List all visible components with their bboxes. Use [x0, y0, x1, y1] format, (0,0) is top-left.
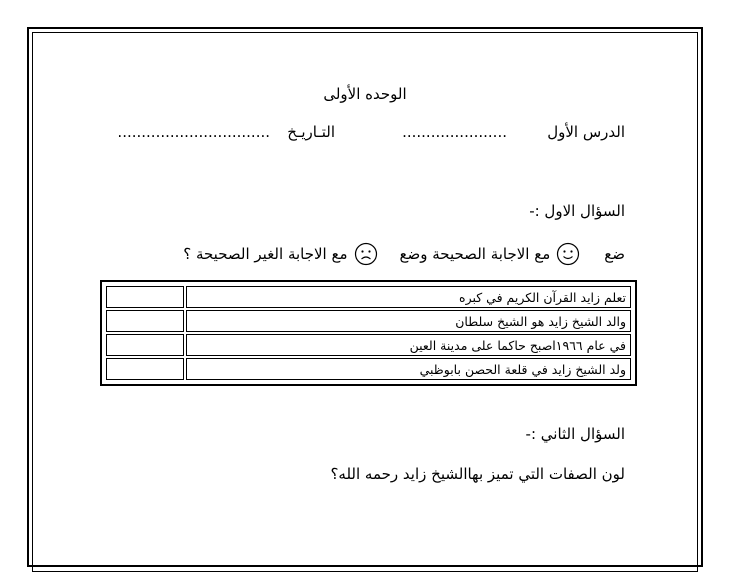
answer-cell[interactable] [106, 334, 184, 356]
date-blank: ................................ [117, 123, 270, 141]
answer-cell[interactable] [106, 358, 184, 380]
instr-correct-text: مع الاجابة الصحيحة وضع [399, 244, 551, 263]
table-row [106, 310, 631, 332]
table-row [106, 286, 631, 308]
question-1-instructions [183, 242, 625, 266]
statement-cell: والد الشيخ زايد هو الشيخ سلطان [186, 310, 631, 332]
table-row [106, 334, 631, 356]
answer-cell[interactable] [106, 310, 184, 332]
answer-cell[interactable] [106, 286, 184, 308]
statement-cell: تعلم زايد القرآن الكريم في كبره [186, 286, 631, 308]
sad-face-icon [354, 242, 378, 266]
question-1-title: السؤال الاول :- [529, 202, 625, 220]
unit-title: الوحده الأولى [323, 85, 407, 103]
table-row [106, 358, 631, 380]
smiley-face-icon [556, 242, 580, 266]
true-false-table [100, 280, 637, 386]
instr-put-text: ضع [604, 244, 625, 263]
lesson-blank: ...................... [402, 123, 507, 141]
instr-wrong-text: مع الاجابة الغير الصحيحة ؟ [183, 244, 348, 263]
lesson-label: الدرس الأول [547, 123, 625, 141]
question-2-title: السؤال الثاني :- [525, 425, 625, 443]
statement-cell: في عام ١٩٦٦اصبح حاكما على مدينة العين [186, 334, 631, 356]
question-2-task: لون الصفات التي تميز بهاالشيخ زايد رحمه الله؟ [330, 465, 625, 483]
date-label: التـاريـخ [287, 123, 335, 141]
statement-cell: ولد الشيخ زايد في قلعة الحصن بابوظبي [186, 358, 631, 380]
